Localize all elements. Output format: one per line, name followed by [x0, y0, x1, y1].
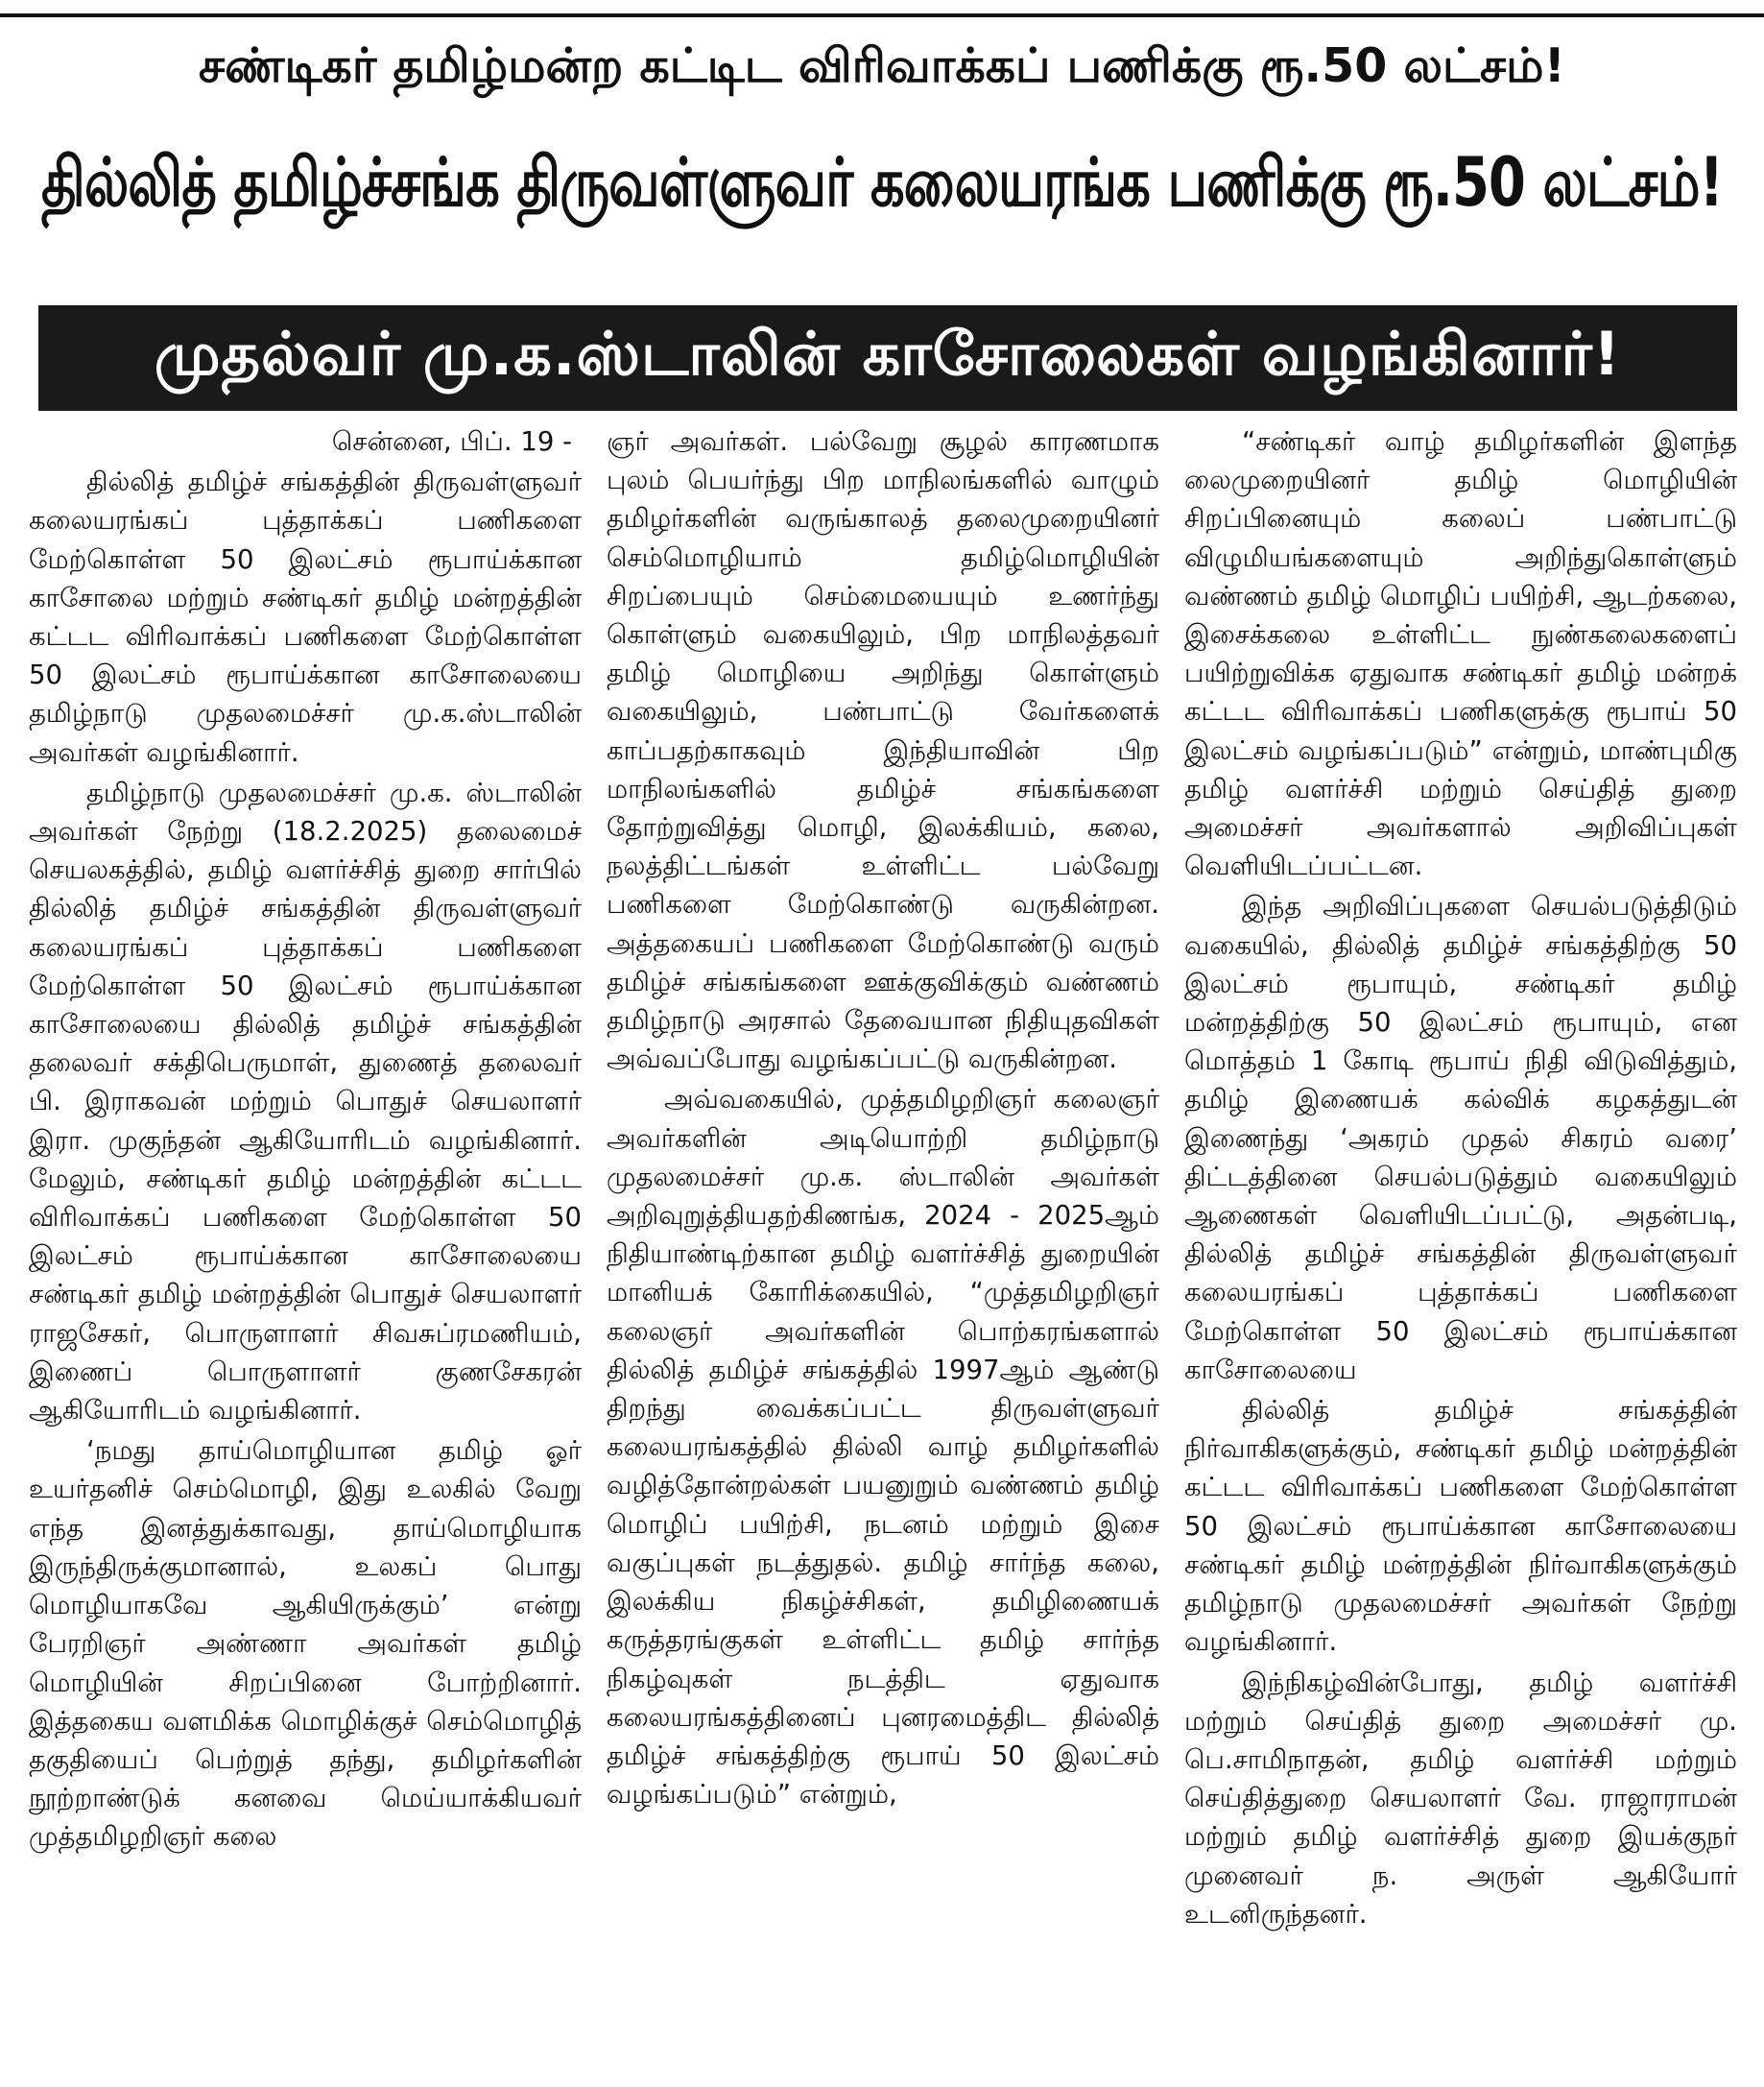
article-column-2: [607, 422, 1159, 2074]
paragraph: ஞர் அவர்கள். பல்வேறு சூழல் காரணமாக புலம் பெயர்ந்து பிற மாநிலங்களில் வாழும் தமிழர்களின் வருங்காலத் தலைமுறையினர் செம்மொழியாம் தமிழ்மொழியின் சிறப்பையும் செம்மையையும் உணர்ந்து கொள்ளும் வகையிலும், பிற மாநிலத்தவர் தமிழ் மொழியை அறிந்து கொள்ளும் வகையிலும், பண்பாட்டு வேர்களைக் காப்பதற்காகவும் இந்தியாவின் பிற மாநிலங்களில் தமிழ்ச் சங்கங்களை தோற்றுவித்து மொழி, இலக்கியம், கலை, நலத்திட்டங்கள் உள்ளிட்ட பல்வேறு பணிகளை மேற்கொண்டு வருகின்றன. அத்தகையப் பணிகளை மேற்கொண்டு வரும் தமிழ்ச் சங்கங்களை ஊக்குவிக்கும் வண்ணம் தமிழ்நாடு அரசால் தேவையான நிதியுதவிகள் அவ்வப்போது வழங்கப்பட்டு வருகின்றன.: [607, 426, 1159, 1075]
article-column-1: [29, 422, 582, 2074]
top-border-rule: [0, 0, 1764, 17]
article-body: [29, 422, 1737, 2074]
paragraph: தமிழ்நாடு முதலமைச்சர் மு.க. ஸ்டாலின் அவர்கள் நேற்று (18.2.2025) தலைமைச் செயலகத்தில், தமிழ் வளர்ச்சித் துறை சார்பில் தில்லித் தமிழ்ச் சங்கத்தின் திருவள்ளுவர் கலையரங்கப் புத்தாக்கப் பணிகளை மேற்கொள்ள 50 இலட்சம் ரூபாய்க்கான காசோலையை தில்லித் தமிழ்ச் சங்கத்தின் தலைவர் சக்திபெருமாள், துணைத் தலைவர் பி. இராகவன் மற்றும் பொதுச் செயலாளர் இரா. முகுந்தன் ஆகியோரிடம் வழங்கினார். மேலும், சண்டிகர் தமிழ் மன்றத்தின் கட்டட விரிவாக்கப் பணிகளை மேற்கொள்ள 50 இலட்சம் ரூபாய்க்கான காசோலையை சண்டிகர் தமிழ் மன்றத்தின் பொதுச் செயலாளர் ராஜசேகர், பொருளாளர் சிவசுப்ரமணியம், இணைப் பொருளாளர் குணசேகரன் ஆகியோரிடம் வழங்கினார்.: [29, 777, 582, 1427]
main-headline: தில்லித் தமிழ்ச்சங்க திருவள்ளுவர் கலையரங்க பணிக்கு ரூ.50 லட்சம்!: [40, 144, 1724, 223]
article-column-3: [1184, 422, 1737, 2074]
paragraph: தில்லித் தமிழ்ச் சங்கத்தின் நிர்வாகிகளுக்கும், சண்டிகர் தமிழ் மன்றத்தின் கட்டட விரிவாக்கப் பணிகளை மேற்கொள்ள 50 இலட்சம் ரூபாய்க்கான காசோலையை சண்டிகர் தமிழ் மன்றத்தின் நிர்வாகிகளுக்கும் தமிழ்நாடு முதலமைச்சர் அவர்கள் நேற்று வழங்கினார்.: [1184, 1395, 1737, 1658]
paragraph: அவ்வகையில், முத்தமிழறிஞர் கலைஞர் அவர்களின் அடியொற்றி தமிழ்நாடு முதலமைச்சர் மு.க. ஸ்டாலின் அவர்கள் அறிவுறுத்தியதற்கிணங்க, 2024 - 2025ஆம் நிதியாண்டிற்கான தமிழ் வளர்ச்சித் துறையின் மானியக் கோரிக்கையில், “முத்தமிழறிஞர் கலைஞர் அவர்களின் பொற்கரங்களால் தில்லித் தமிழ்ச் சங்கத்தில் 1997ஆம் ஆண்டு திறந்து வைக்கப்பட்ட திருவள்ளுவர் கலையரங்கத்தில் தில்லி வாழ் தமிழர்களில் வழித்தோன்றல்கள் பயனுறும் வண்ணம் தமிழ் மொழிப் பயிற்சி, நடனம் மற்றும் இசை வகுப்புகள் நடத்துதல். தமிழ் சார்ந்த கலை, இலக்கிய நிகழ்ச்சிகள், தமிழிணையக் கருத்தரங்குகள் உள்ளிட்ட தமிழ் சார்ந்த நிகழ்வுகள் நடத்திட ஏதுவாக கலையரங்கத்தினைப் புனரமைத்திட தில்லித் தமிழ்ச் சங்கத்திற்கு ரூபாய் 50 இலட்சம் வழங்கப்படும்” என்றும்,: [607, 1084, 1159, 1811]
paragraph: இந்த அறிவிப்புகளை செயல்படுத்திடும் வகையில், தில்லித் தமிழ்ச் சங்கத்திற்கு 50 இலட்சம் ரூபாயும், சண்டிகர் தமிழ் மன்றத்திற்கு 50 இலட்சம் ரூபாயும், என மொத்தம் 1 கோடி ரூபாய் நிதி விடுவித்தும், தமிழ் இணையக் கல்விக் கழகத்துடன் இணைந்து ‘அகரம் முதல் சிகரம் வரை’ திட்டத்தினை செயல்படுத்தும் வகையிலும் ஆணைகள் வெளியிடப்பட்டு, அதன்படி, தில்லித் தமிழ்ச் சங்கத்தின் திருவள்ளுவர் கலையரங்கப் புத்தாக்கப் பணிகளை மேற்கொள்ள 50 இலட்சம் ரூபாய்க்கான காசோலையை: [1184, 891, 1737, 1385]
banner-headline-box: [38, 305, 1737, 411]
paragraph: “சண்டிகர் வாழ் தமிழர்களின் இளந்த லைமுறையினர் தமிழ் மொழியின் சிறப்பினையும் கலைப் பண்பாட்டு விழுமியங்களையும் அறிந்துகொள்ளும் வண்ணம் தமிழ் மொழிப் பயிற்சி, ஆடற்கலை, இசைக்கலை உள்ளிட்ட நுண்கலைகளைப் பயிற்றுவிக்க ஏதுவாக சண்டிகர் தமிழ் மன்றக் கட்டட விரிவாக்கப் பணிகளுக்கு ரூபாய் 50 இலட்சம் வழங்கப்படும்” என்றும், மாண்புமிகு தமிழ் வளர்ச்சி மற்றும் செய்தித் துறை அமைச்சர் அவர்களால் அறிவிப்புகள் வெளியிடப்பட்டன.: [1184, 426, 1737, 882]
paragraph: இந்நிகழ்வின்போது, தமிழ் வளர்ச்சி மற்றும் செய்தித் துறை அமைச்சர் மு. பெ.சாமிநாதன், தமிழ் வளர்ச்சி மற்றும் செய்தித்துறை செயலாளர் வே. ராஜாராமன் மற்றும் தமிழ் வளர்ச்சித் துறை இயக்குநர் முனைவர் ந. அருள் ஆகியோர் உடனிருந்தனர்.: [1184, 1667, 1737, 1930]
dateline: சென்னை, பிப். 19 -: [331, 426, 572, 457]
paragraph: தில்லித் தமிழ்ச் சங்கத்தின் திருவள்ளுவர் கலையரங்கப் புத்தாக்கப் பணிகளை மேற்கொள்ள 50 இலட்சம் ரூபாய்க்கான காசோலை மற்றும் சண்டிகர் தமிழ் மன்றத்தின் கட்டட விரிவாக்கப் பணிகளை மேற்கொள்ள 50 இலட்சம் ரூபாய்க்கான காசோலையை தமிழ்நாடு முதலமைச்சர் மு.க.ஸ்டாலின் அவர்கள் வழங்கினார்.: [29, 467, 582, 768]
paragraph: ‘நமது தாய்மொழியான தமிழ் ஓர் உயர்தனிச் செம்மொழி, இது உலகில் வேறு எந்த இனத்துக்காவது, தாய்மொழியாக இருந்திருக்குமானால், உலகப் பொது மொழியாகவே ஆகியிருக்கும்’ என்று பேரறிஞர் அண்ணா அவர்கள் தமிழ் மொழியின் சிறப்பினை போற்றினார். இத்தகைய வளமிக்க மொழிக்குச் செம்மொழித் தகுதியைப் பெற்றுத் தந்து, தமிழர்களின் நூற்றாண்டுக் கனவை மெய்யாக்கியவர் முத்தமிழறிஞர் கலை: [29, 1435, 582, 1853]
banner-headline: முதல்வர் மு.க.ஸ்டாலின் காசோலைகள் வழங்கினார்!: [154, 319, 1622, 389]
kicker-headline: சண்டிகர் தமிழ்மன்ற கட்டிட விரிவாக்கப் பணிக்கு ரூ.50 லட்சம்!: [199, 38, 1565, 93]
